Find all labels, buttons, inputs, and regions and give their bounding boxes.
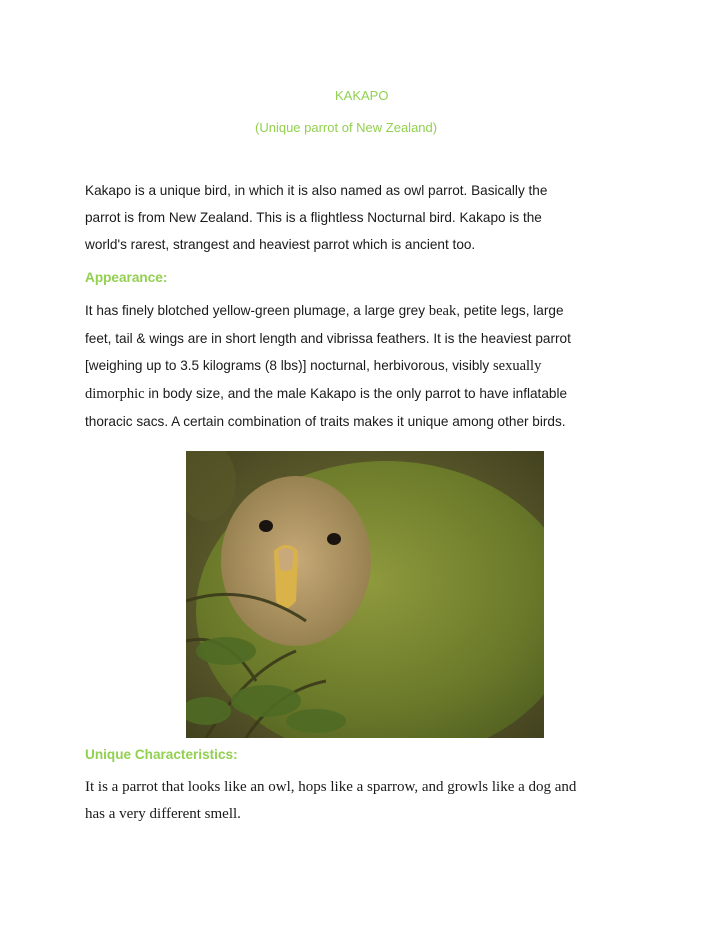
kakapo-photo-image: [186, 451, 544, 738]
unique-line: has a very different smell.: [85, 806, 241, 822]
unique-characteristics-heading: Unique Characteristics:: [85, 747, 238, 762]
text-run: , petite legs, large: [456, 303, 564, 318]
text-run: [weighing up to 3.5 kilograms (8 lbs)] nocturnal, herbivorous, visibly: [85, 358, 494, 373]
title-text: KAKAPO: [335, 88, 389, 103]
appearance-paragraph: [85, 297, 655, 435]
appearance-line: [85, 352, 655, 380]
unique-line: It is a parrot that looks like an owl, hops like a sparrow, and growls like a dog and: [85, 779, 577, 795]
appearance-line: thoracic sacs. A certain combination of traits makes it unique among other birds.: [85, 414, 566, 429]
text-run: sexually: [493, 358, 542, 374]
kakapo-photo: [186, 451, 544, 738]
subtitle-text: (Unique parrot of New Zealand): [255, 120, 438, 135]
appearance-line: [85, 380, 655, 408]
intro-line: Kakapo is a unique bird, in which it is also named as owl parrot. Basically the: [85, 183, 548, 198]
intro-paragraph: [85, 177, 655, 258]
intro-line: world's rarest, strangest and heaviest parrot which is ancient too.: [85, 237, 476, 252]
appearance-heading: Appearance:: [85, 270, 168, 285]
text-run: beak: [428, 303, 457, 319]
unique-paragraph: [85, 774, 655, 828]
appearance-line: [85, 297, 655, 325]
text-run: in body size, and the male Kakapo is the only parrot to have inflatable: [144, 386, 568, 401]
intro-line: parrot is from New Zealand. This is a flightless Nocturnal bird. Kakapo is the: [85, 210, 542, 225]
text-run: It has finely blotched yellow-green plumage, a large grey: [85, 303, 429, 318]
appearance-line: feet, tail & wings are in short length and vibrissa feathers. It is the heaviest parrot: [85, 331, 571, 346]
text-run: dimorphic: [85, 386, 145, 402]
